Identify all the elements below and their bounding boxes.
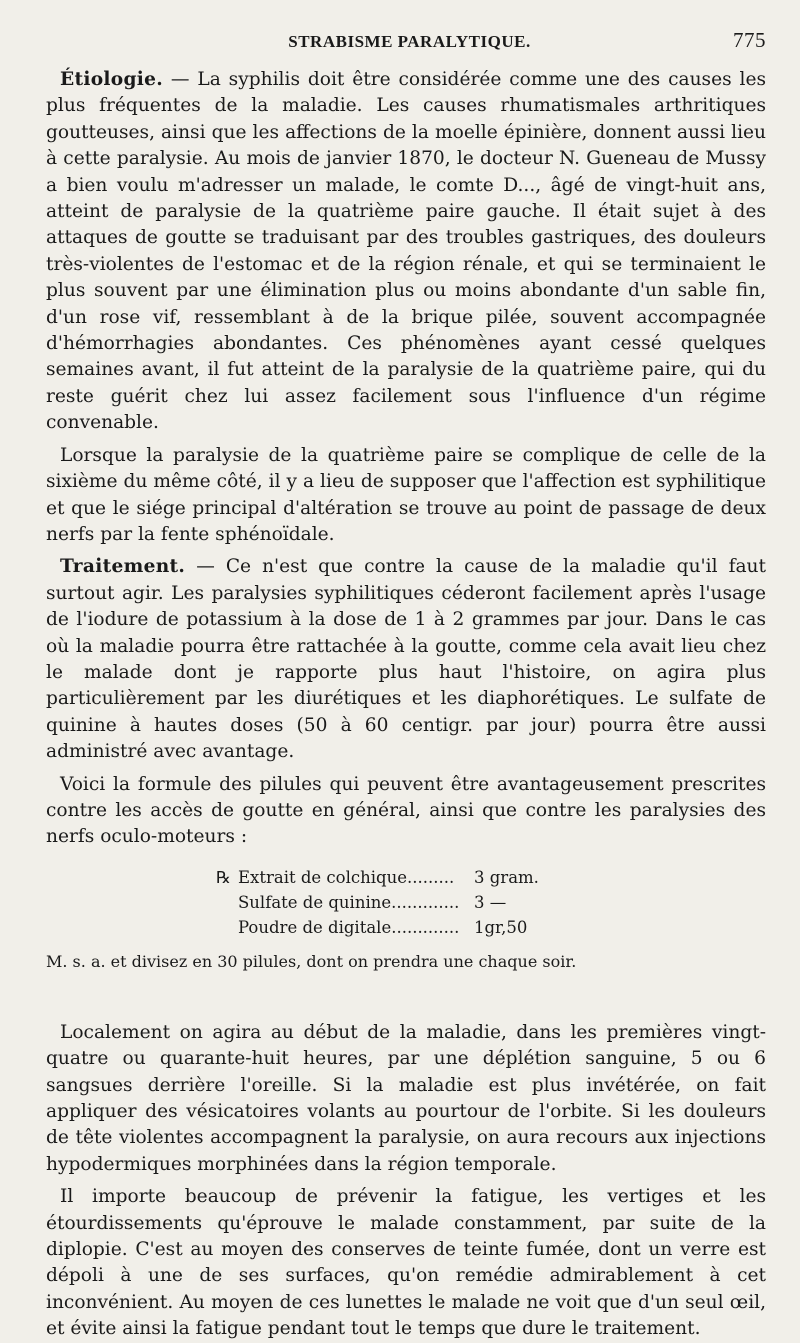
ingredient-quantity: 3 —	[474, 892, 507, 912]
prescription-row	[216, 915, 766, 940]
etiology-paragraph-2: Lorsque la paralysie de la quatrième paire se complique de celle de la sixième du même côté, il y a lieu de supposer que l'affection est syphilitique et que le siége principal d'altération se trouve au point de passage de deux nerfs par la fente sphénoïdale.	[46, 444, 766, 545]
formula-intro: Voici la formule des pilules qui peuvent être avantageusement prescrites contre les accès de goutte en général, ainsi que contre les paralysies des nerfs oculo-moteurs :	[46, 773, 766, 848]
ingredient-name: Sulfate de quinine.............	[238, 892, 460, 912]
ingredient-quantity: 3 gram.	[474, 867, 539, 887]
ingredient-quantity: 1gr,50	[474, 917, 528, 937]
local-treatment-paragraph: Localement on agira au début de la maladie, dans les premières vingt-quatre ou quarante-huit heures, par une déplétion sanguine, 5 ou 6 sangsues derrière l'oreille. Si la maladie est plus invétérée, on fait appliquer des vésicatoires volants au pourtour de l'orbite. Si les douleurs de tête violentes accompagnent la paralysie, on aura recours aux injections hypodermiques morphinées dans la région temporale.	[46, 1021, 766, 1175]
prescription-block	[216, 865, 766, 940]
page-number: 775	[733, 28, 766, 52]
ingredient-name: Poudre de digitale.............	[238, 917, 460, 937]
recipe-symbol: ℞	[216, 867, 231, 887]
running-title: STRABISME PARALYTIQUE.	[288, 32, 531, 51]
prescription-row	[216, 890, 766, 915]
treatment-heading: Traitement.	[60, 556, 186, 578]
page-header	[46, 28, 766, 53]
ingredient-name: Extrait de colchique.........	[238, 867, 455, 887]
etiology-text: — La syphilis doit être considérée comme une des causes les plus fréquentes de la maladie. Les causes rhumatismales arthritiques goutteuses, ainsi que les affections de la moelle épinière, donnent aussi lieu à cette paralysie. Au mois de janvier 1870, le docteur N. Gueneau de Mussy a bien voulu m'adresser un malade, le comte D..., âgé de vingt-huit ans, atteint de paralysie de la quatrième paire gauche. Il était sujet à des attaques de goutte se traduisant par des troubles gastriques, des douleurs très-violentes de l'estomac et de la région rénale, et qui se terminaient le plus souvent par une élimination plus ou moins abondante d'un sable fin, d'un rose vif, ressemblant à de la brique pilée, souvent accompagnée d'hémorrhagies abondantes. Ces phénomènes ayant cessé quelques semaines avant, il fut atteint de la paralysie de la quatrième paire, qui du reste guérit chez lui assez facilement sous l'influence d'un régime convenable.	[46, 69, 766, 434]
etiology-heading: Étiologie.	[60, 69, 164, 90]
treatment-text: — Ce n'est que contre la cause de la maladie qu'il faut surtout agir. Les paralysies syphilitiques céderont facilement après l'usage de l'iodure de potassium à la dose de 1 à 2 grammes par jour. Dans le cas où la maladie pourra être rattachée à la goutte, comme cela avait lieu chez le malade dont je rapporte plus haut l'histoire, on agira plus particulièrement par les diurétiques et les diaphorétiques. Le sulfate de quinine à hautes doses (50 à 60 centigr. par jour) pourra être aussi administré avec avantage.	[46, 556, 766, 763]
fatigue-paragraph: Il importe beaucoup de prévenir la fatigue, les vertiges et les étourdissements qu'éprouve le malade constamment, par suite de la diplopie. C'est au moyen des conserves de teinte fumée, dont un verre est dépoli à une de ses surfaces, qu'on remédie admirablement à cet inconvénient. Au moyen de ces lunettes le malade ne voit que d'un seul œil, et évite ainsi la fatigue pendant tout le temps que dure le traitement.	[46, 1186, 766, 1340]
etiology-paragraph	[46, 67, 766, 437]
prescription-row	[216, 865, 766, 890]
prescription-note: M. s. a. et divisez en 30 pilules, dont on prendra une chaque soir.	[46, 951, 577, 971]
treatment-paragraph	[46, 554, 766, 765]
